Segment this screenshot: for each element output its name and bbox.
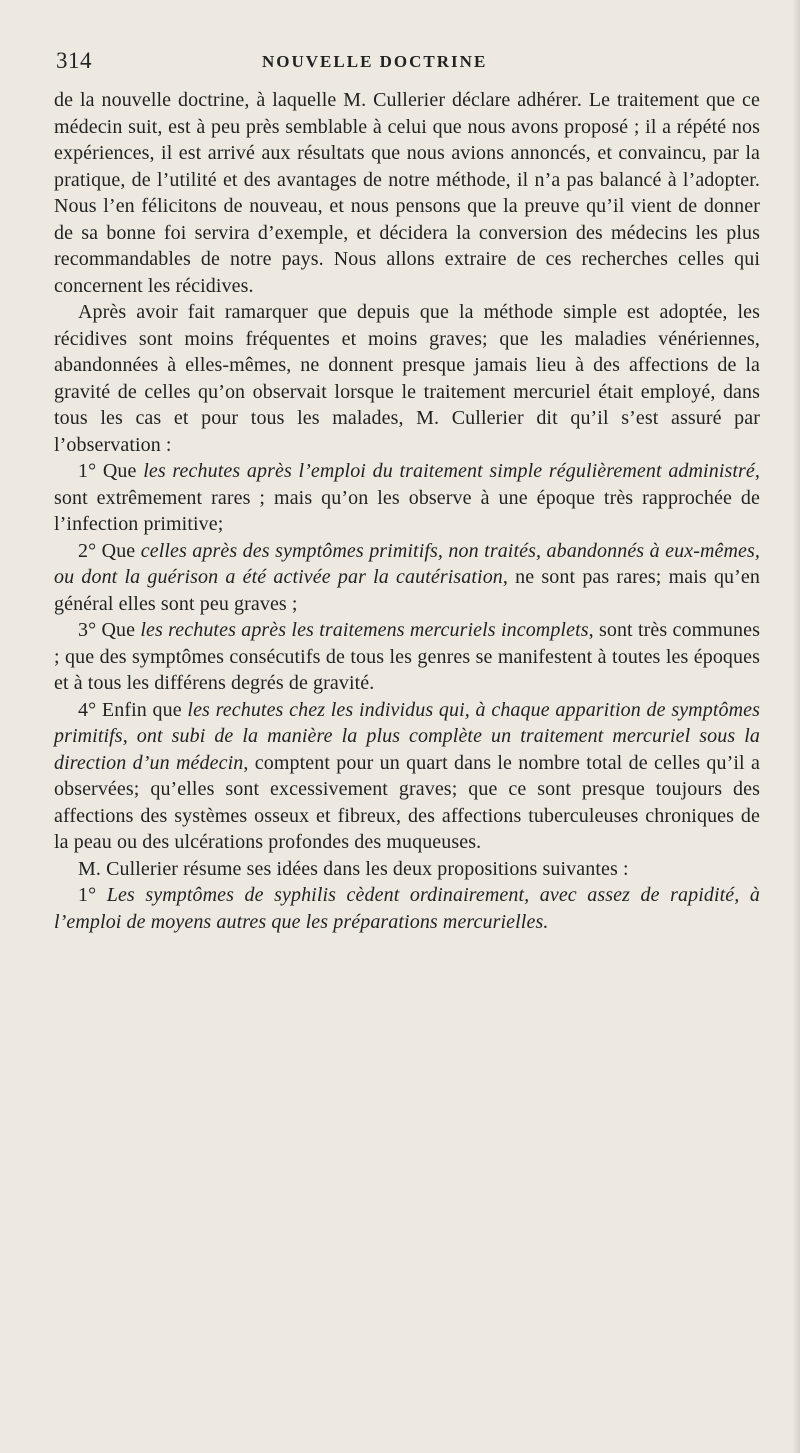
item-number: 1° [78,884,97,906]
page-edge-shadow [792,0,800,1453]
item-italic: les rechutes après les traitemens mercuriels incomplets [140,619,589,641]
body-text [54,87,760,935]
list-item-3 [54,617,760,697]
item-lead: Que [102,460,137,482]
paragraph-resume: M. Cullerier résume ses idées dans les deux propositions suivantes : [78,857,629,880]
item-rest: , ne sont pas rares; mais qu’en général elles sont peu graves ; [54,566,760,615]
item-lead: Que [101,619,136,641]
item-lead: Enfin que [101,698,182,721]
item-italic: Les symptômes de syphilis cèdent ordinairement, avec assez de rapidité, à l’emploi de moyens autres que les préparations mercurielles. [54,884,760,933]
item-number: 2° [78,539,97,562]
page-number: 314 [56,48,92,73]
item-number: 3° [78,619,97,641]
proposition-1 [54,882,760,935]
item-italic: les rechutes chez les individus qui, à chaque apparition de symptômes primitifs, ont subi de la manière la plus complète un traitement mercuriel sous la direction d’un médecin [54,698,760,774]
item-lead: Que [101,539,136,562]
paragraph-recidives: Après avoir fait ramarquer que depuis que la méthode simple est adoptée, les récidives sont moins fréquentes et moins graves; que les maladies vénériennes, abandonnées à elles-mêmes, ne donnent presque jamais lieu à des affections de la gravité de celles qu’on observait lorsque le traitement mercuriel était employé, dans tous les cas et pour tous les malades, M. Cullerier dit qu’il s’est assuré par l’observation : [54,301,760,456]
item-rest: , sont très communes ; que des symptômes consécutifs de tous les genres se manifestent à toutes les époques et à tous les différens degrés de gravité. [54,619,760,694]
item-italic: celles après des symptômes primitifs, non traités, abandonnés à eux-mêmes, ou dont la guérison a été activée par la cautérisation [54,539,761,588]
item-number: 4° [78,698,97,721]
item-italic: les rechutes après l’emploi du traitement simple régulièrement administré [143,460,755,482]
item-rest: , comptent pour un quart dans le nombre total de celles qu’il a observées; qu’elles sont excessivement graves; que ce sont presque toujours des affections des systèmes osseux et fibreux, des affections tuberculeuses chroniques de la peau ou des ulcérations profondes des muqueuses. [54,751,760,853]
list-item-1 [54,458,760,538]
page-header [56,48,756,88]
running-head: NOUVELLE DOCTRINE [262,52,488,71]
list-item-4 [54,697,760,856]
item-rest: , sont extrêmement rares ; mais qu’on les observe à une époque très rapprochée de l’infection primitive; [54,460,760,535]
list-item-2 [54,538,760,618]
item-number: 1° [78,460,97,482]
paragraph-intro: de la nouvelle doctrine, à laquelle M. Cullerier déclare adhérer. Le traitement que ce médecin suit, est à peu près semblable à celui que nous avons proposé ; il a répété nos expériences, il est arrivé aux résultats que nous avions annoncés, et convaincu, par la pratique, de l’utilité et des avantages de notre méthode, il n’a pas balancé à l’adopter. Nous l’en félicitons de nouveau, et nous pensons que la preuve qu’il vient de donner de sa bonne foi servira d’exemple, et décidera la conversion des médecins les plus recommandables de notre pays. Nous allons extraire de ces recherches celles qui concernent les récidives. [54,89,760,297]
